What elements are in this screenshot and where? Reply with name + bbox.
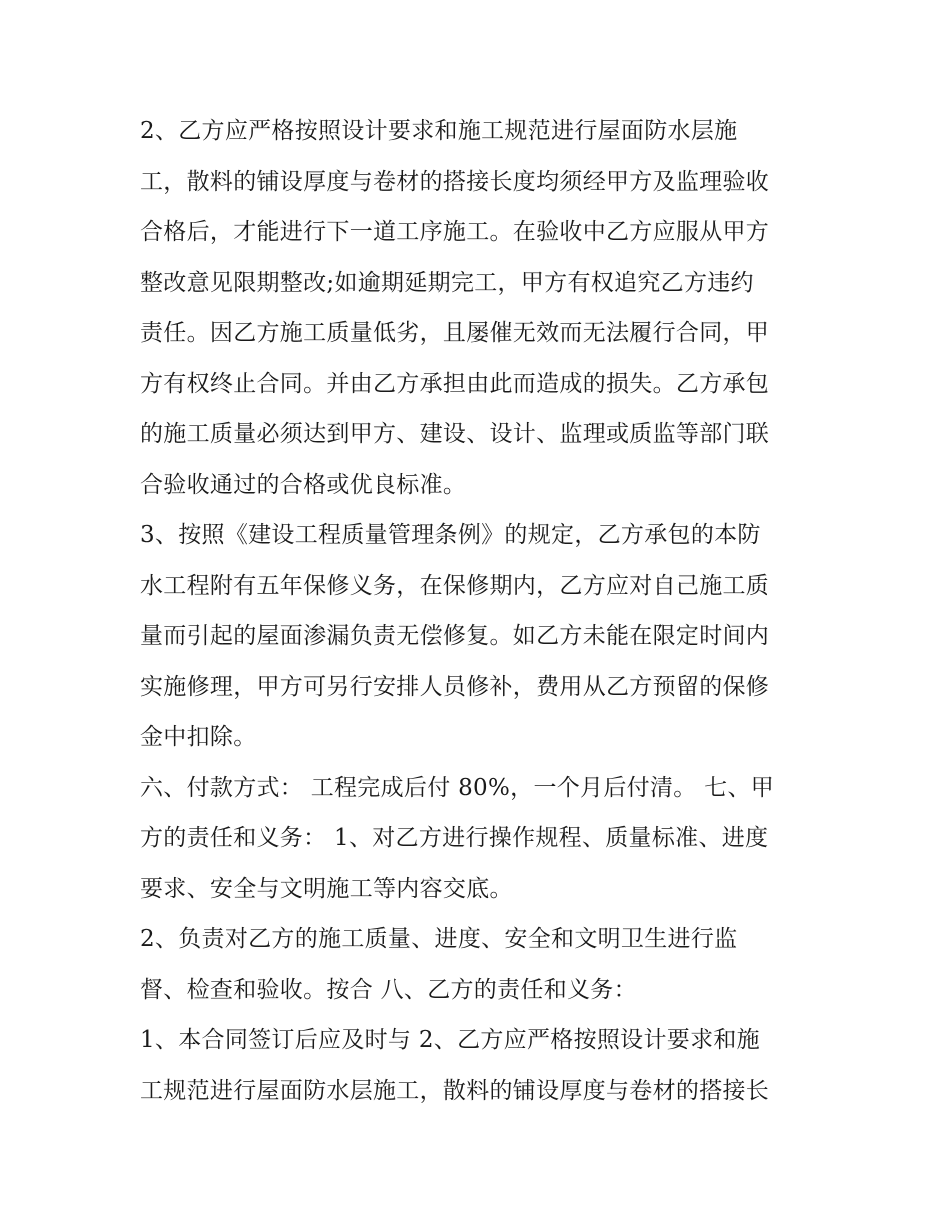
text-line: 整改意见限期整改;如逾期延期完工，甲方有权追究乙方违约	[140, 270, 754, 296]
text-line: 六、付款方式： 工程完成后付 80%，一个月后付清。 七、甲	[140, 775, 775, 801]
text-line: 合格后，才能进行下一道工序施工。在验收中乙方应服从甲方	[140, 219, 770, 245]
text-line: 金中扣除。	[140, 724, 257, 750]
text-line: 实施修理，甲方可另行安排人员修补，费用从乙方预留的保修	[140, 674, 770, 700]
text-line: 工，散料的铺设厚度与卷材的搭接长度均须经甲方及监理验收	[140, 169, 770, 195]
text-line: 水工程附有五年保修义务，在保修期内，乙方应对自己施工质	[140, 573, 770, 599]
text-line: 责任。因乙方施工质量低劣，且屡催无效而无法履行合同，甲	[140, 320, 770, 346]
text-line: 2、乙方应严格按照设计要求和施工规范进行屋面防水层施	[140, 118, 738, 144]
text-line: 方的责任和义务： 1、对乙方进行操作规程、质量标准、进度	[140, 825, 769, 851]
text-line: 方有权终止合同。并由乙方承担由此而造成的损失。乙方承包	[140, 371, 770, 397]
text-line: 3、按照《建设工程质量管理条例》的规定，乙方承包的本防	[140, 522, 761, 548]
text-line: 合验收通过的合格或优良标准。	[140, 472, 467, 498]
text-line: 工规范进行屋面防水层施工，散料的铺设厚度与卷材的搭接长	[140, 1078, 770, 1104]
text-line: 量而引起的屋面渗漏负责无偿修复。如乙方未能在限定时间内	[140, 623, 770, 649]
text-line: 的施工质量必须达到甲方、建设、设计、监理或质监等部门联	[140, 421, 770, 447]
text-line: 要求、安全与文明施工等内容交底。	[140, 876, 513, 902]
text-line: 1、本合同签订后应及时与 2、乙方应严格按照设计要求和施	[140, 1027, 760, 1053]
text-line: 督、检查和验收。按合 八、乙方的责任和义务：	[140, 977, 637, 1003]
text-line: 2、负责对乙方的施工质量、进度、安全和文明卫生进行监	[140, 926, 738, 952]
